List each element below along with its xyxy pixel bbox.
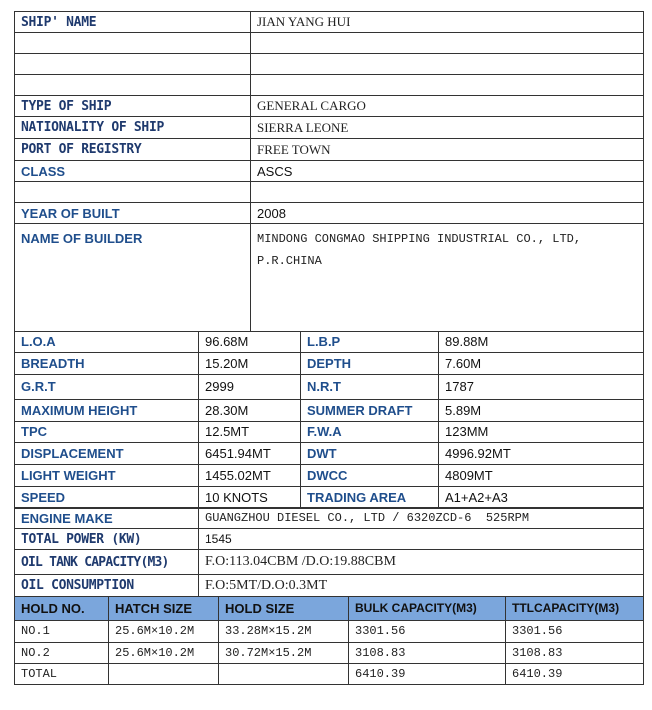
table-row xyxy=(15,508,644,529)
particular-label: DWT xyxy=(301,442,439,464)
particular-value: 6451.94MT xyxy=(199,442,301,464)
holds-header-cell: HATCH SIZE xyxy=(109,596,219,620)
table-row xyxy=(15,421,644,442)
particular-value: 5.89M xyxy=(439,399,644,421)
table-row xyxy=(15,96,644,117)
table-row xyxy=(15,575,644,597)
table-row xyxy=(15,12,644,33)
ship-name-label: SHIP' NAME xyxy=(15,12,251,33)
hold-cell xyxy=(109,663,219,684)
table-row xyxy=(15,224,644,332)
nationality-value: SIERRA LEONE xyxy=(251,117,644,139)
particular-label: TPC xyxy=(15,421,199,442)
port-of-registry-value: FREE TOWN xyxy=(251,139,644,161)
empty-value xyxy=(251,54,644,75)
particular-label: L.O.A xyxy=(15,331,199,352)
holds-header-cell: HOLD NO. xyxy=(15,596,109,620)
table-row xyxy=(15,620,644,642)
total-power-value: 1545 xyxy=(199,529,644,550)
table-row xyxy=(15,464,644,486)
particular-label: L.B.P xyxy=(301,331,439,352)
holds-header-cell: BULK CAPACITY(M3) xyxy=(349,596,506,620)
builder-value xyxy=(251,224,644,332)
table-row xyxy=(15,203,644,224)
particular-label: SUMMER DRAFT xyxy=(301,399,439,421)
empty-label xyxy=(15,54,251,75)
particular-value: 12.5MT xyxy=(199,421,301,442)
particular-label: MAXIMUM HEIGHT xyxy=(15,399,199,421)
table-row xyxy=(15,139,644,161)
particular-value: 2999 xyxy=(199,374,301,399)
hold-cell: NO.1 xyxy=(15,620,109,642)
empty-label xyxy=(15,33,251,54)
particulars-table xyxy=(14,331,644,509)
oil-consumption-value: F.O:5MT/D.O:0.3MT xyxy=(199,575,644,597)
hold-cell: 6410.39 xyxy=(349,663,506,684)
port-of-registry-label: PORT OF REGISTRY xyxy=(15,139,251,161)
table-row xyxy=(15,642,644,663)
engine-make-label: ENGINE MAKE xyxy=(15,508,199,529)
hold-cell: NO.2 xyxy=(15,642,109,663)
particular-value: 96.68M xyxy=(199,331,301,352)
particular-label: G.R.T xyxy=(15,374,199,399)
oil-tank-value: F.O:113.04CBM /D.O:19.88CBM xyxy=(199,550,644,575)
particular-value: 1787 xyxy=(439,374,644,399)
particular-label: TRADING AREA xyxy=(301,486,439,508)
hold-cell: 3301.56 xyxy=(506,620,644,642)
table-row xyxy=(15,182,644,203)
engine-make-value: GUANGZHOU DIESEL CO., LTD / 6320ZCD-6 525RPM xyxy=(199,508,644,529)
class-value: ASCS xyxy=(251,161,644,182)
hold-cell: 30.72M×15.2M xyxy=(219,642,349,663)
table-row xyxy=(15,374,644,399)
table-row xyxy=(15,529,644,550)
hold-cell: 33.28M×15.2M xyxy=(219,620,349,642)
table-row xyxy=(15,399,644,421)
particular-value: 15.20M xyxy=(199,352,301,374)
hold-cell: 25.6M×10.2M xyxy=(109,642,219,663)
empty-value xyxy=(251,33,644,54)
table-row xyxy=(15,54,644,75)
oil-consumption-label: OIL CONSUMPTION xyxy=(15,575,199,597)
empty-label xyxy=(15,182,251,203)
particular-value: 28.30M xyxy=(199,399,301,421)
particular-label: BREADTH xyxy=(15,352,199,374)
table-row xyxy=(15,442,644,464)
particular-value: 7.60M xyxy=(439,352,644,374)
particular-label: SPEED xyxy=(15,486,199,508)
particular-label: N.R.T xyxy=(301,374,439,399)
hold-cell: 25.6M×10.2M xyxy=(109,620,219,642)
particular-value: A1+A2+A3 xyxy=(439,486,644,508)
year-built-label: YEAR OF BUILT xyxy=(15,203,251,224)
table-row xyxy=(15,75,644,96)
hold-cell: 6410.39 xyxy=(506,663,644,684)
engine-table xyxy=(14,507,644,597)
particular-value: 89.88M xyxy=(439,331,644,352)
particular-label: LIGHT WEIGHT xyxy=(15,464,199,486)
empty-value xyxy=(251,75,644,96)
total-power-label: TOTAL POWER (KW) xyxy=(15,529,199,550)
holds-header-row xyxy=(15,596,644,620)
builder-label: NAME OF BUILDER xyxy=(15,224,251,332)
particular-value: 123MM xyxy=(439,421,644,442)
hold-cell: TOTAL xyxy=(15,663,109,684)
year-built-value: 2008 xyxy=(251,203,644,224)
table-row xyxy=(15,161,644,182)
builder-line-1: MINDONG CONGMAO SHIPPING INDUSTRIAL CO., LTD, xyxy=(257,232,582,246)
particular-label: F.W.A xyxy=(301,421,439,442)
ship-particulars-sheet xyxy=(14,11,643,685)
particular-value: 10 KNOTS xyxy=(199,486,301,508)
particular-value: 4809MT xyxy=(439,464,644,486)
table-row xyxy=(15,486,644,508)
hold-cell: 3108.83 xyxy=(506,642,644,663)
table-row xyxy=(15,663,644,684)
particular-label: DEPTH xyxy=(301,352,439,374)
holds-header-cell: TTLCAPACITY(M3) xyxy=(506,596,644,620)
nationality-label: NATIONALITY OF SHIP xyxy=(15,117,251,139)
builder-line-2: P.R.CHINA xyxy=(257,254,322,268)
table-row xyxy=(15,33,644,54)
table-row xyxy=(15,352,644,374)
hold-cell xyxy=(219,663,349,684)
empty-value xyxy=(251,182,644,203)
empty-label xyxy=(15,75,251,96)
table-row xyxy=(15,550,644,575)
class-label: CLASS xyxy=(15,161,251,182)
oil-tank-label: OIL TANK CAPACITY(M3) xyxy=(15,550,199,575)
table-row xyxy=(15,117,644,139)
particular-value: 4996.92MT xyxy=(439,442,644,464)
type-of-ship-label: TYPE OF SHIP xyxy=(15,96,251,117)
holds-table xyxy=(14,596,644,685)
general-info-table xyxy=(14,11,644,332)
particular-label: DISPLACEMENT xyxy=(15,442,199,464)
hold-cell: 3301.56 xyxy=(349,620,506,642)
table-row xyxy=(15,331,644,352)
type-of-ship-value: GENERAL CARGO xyxy=(251,96,644,117)
particular-value: 1455.02MT xyxy=(199,464,301,486)
particular-label: DWCC xyxy=(301,464,439,486)
ship-name-value: JIAN YANG HUI xyxy=(251,12,644,33)
hold-cell: 3108.83 xyxy=(349,642,506,663)
holds-header-cell: HOLD SIZE xyxy=(219,596,349,620)
